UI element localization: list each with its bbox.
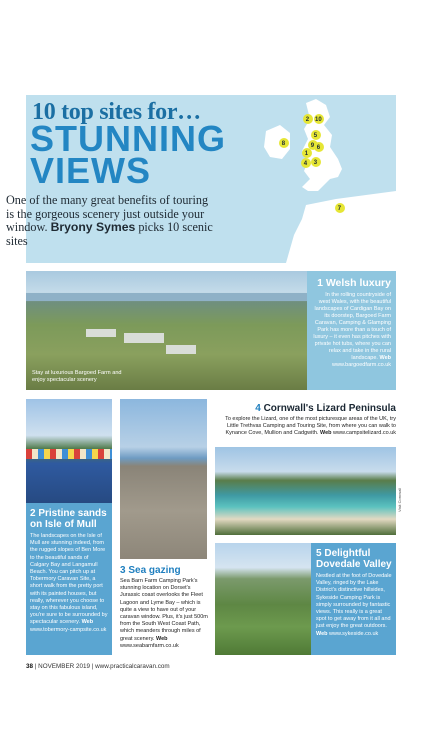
dovedale-title [316,548,392,570]
page-footer [26,663,170,670]
cornwall-title [216,403,396,414]
standfirst-tail: picks 10 scenic sites [6,220,213,248]
marker-3-label: 3 [313,160,318,167]
dovedale-photo [215,543,311,655]
mull-box [26,503,112,655]
cornwall-number: 4 [255,403,261,414]
sea-number: 3 [120,565,126,576]
cornwall-photo [215,447,396,535]
cornwall-web-link[interactable]: www.campsitelizard.co.uk [333,430,396,436]
mull-title-text: Pristine sands on Isle of Mull [30,508,107,530]
dovedale-number: 5 [316,548,322,559]
welsh-title-text: Welsh luxury [325,277,391,289]
kicker-title: 10 top sites for… [32,99,201,125]
site-map [246,95,396,263]
welsh-web-label: Web [379,355,391,361]
sea-body [120,578,208,650]
sea-title [120,565,208,576]
welsh-box [307,271,396,390]
sea-text [120,565,208,650]
welsh-body [313,292,391,369]
mull-photo [26,399,112,503]
marker-10-label: 10 [315,117,322,124]
mull-title [30,508,108,530]
footer-site[interactable]: www.practicalcaravan.com [95,663,170,670]
headline [30,118,226,191]
france-shape [286,191,396,263]
mull-web-link[interactable]: www.tobermory-campsite.co.uk [30,626,107,633]
welsh-photo-caption: Stay at luxurious Bargoed Farm and enjoy spectacular scenery [32,370,122,383]
marker-1-label: 1 [304,151,309,158]
dovedale-title-text: Delightful Dovedale Valley [316,548,392,570]
welsh-building [166,345,196,354]
marker-9-label: 9 [310,143,315,150]
dovedale-body [316,573,392,638]
dovedale-web-label: Web [316,630,328,637]
mull-web-label: Web [81,619,94,626]
standfirst-text: One of the many great benefits of touring is the gorgeous scenery just outside your window. [6,193,209,234]
cornwall-web-label: Web [319,430,332,436]
marker-2-label: 2 [305,117,310,124]
sea-photo [120,399,207,559]
welsh-building [86,329,116,337]
dovedale-box [311,543,396,655]
marker-8-label: 8 [281,141,286,148]
marker-5-label: 5 [313,133,318,140]
mull-body-text: The landscapes on the Isle of Mull are stunning indeed, from the rugged slopes of Ben More to the beautiful sands of Calgary Bay and Langamull Beach. You can pitch up at Tobermory Caravan Site, a short walk from the pretty port with its painted houses, but really, wherever you choose to stay on this fabulous island, you're sure to be surrounded by spectacular scenery. [30,533,108,626]
page-number: 38 [26,663,34,670]
welsh-web-link[interactable]: www.bargoedfarm.co.uk [332,362,391,368]
welsh-number: 1 [317,277,323,289]
welsh-title [313,277,391,289]
sea-web-label: Web [155,635,168,642]
headline-line-2: VIEWS [30,150,152,191]
cornwall-body-text: To explore the Lizard, one of the most picturesque areas of the UK, try Little Trethvas Camping and Touring Site, from where you can walk to Kynance Cove, Mullion and Cadgwith. [225,416,396,436]
footer-separator: | [34,663,37,670]
welsh-body-text: In the rolling countryside of west Wales, with the beautiful landscapes of Cardigan Bay on its doorstep, Bargoed Farm Caravan, Camping & Glamping Park has more than a touch of luxury – it even has pitches with private hot tubs, where you can relax and take in the rural landscape. [313,292,391,361]
mull-houses [26,449,112,459]
footer-separator: | [91,663,94,670]
welsh-building [124,333,164,343]
marker-4-label: 4 [303,161,308,168]
standfirst [6,194,216,248]
welsh-photo [26,271,307,390]
dovedale-body-text: Nestled at the foot of Dovedale Valley, ringed by the Lake District's distinctive hillsides, Sykeside Camping Park is simply surrounded by fantastic views. This really is a great spot to get away from it all and just enjoy the great outdoors. [316,573,392,630]
dovedale-web-link[interactable]: www.sykeside.co.uk [329,630,379,637]
mull-body [30,533,108,634]
standfirst-author: Bryony Symes [50,220,136,234]
marker-6-label: 6 [316,145,321,152]
marker-7-label: 7 [337,206,342,213]
issue-date: NOVEMBER 2019 [38,663,90,670]
sea-title-text: Sea gazing [128,565,181,576]
photo-credit: Visit Cornwall [397,487,402,512]
mull-number: 2 [30,508,36,519]
sea-web-link[interactable]: www.seabarnfarm.co.uk [120,642,179,649]
headline-line-1: STUNNING [30,118,226,159]
cornwall-title-text: Cornwall's Lizard Peninsula [263,403,396,414]
cornwall-body [216,416,396,437]
sea-body-text: Sea Barn Farm Camping Park's stunning location on Dorset's Jurassic coast overlooks the Fleet Lagoon and Lyme Bay – which is quite a view to have out of your caravan window. Plus, it's just 500m from the South West Coast Path, which meanders through miles of great scenery. [120,578,208,642]
welsh-sea [26,293,307,301]
